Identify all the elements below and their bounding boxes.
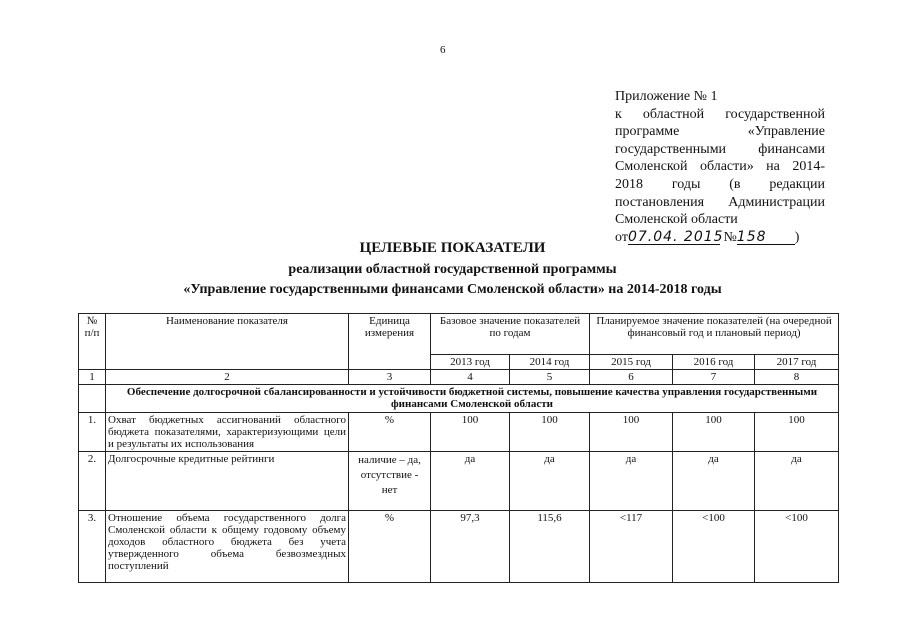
header-year: 2014 год <box>510 355 590 370</box>
section-title: Обеспечение долгосрочной сбалансированности и устойчивости бюджетной системы, повышение качества управления государственными финансами Смоленской области <box>106 385 839 413</box>
row-num: 3. <box>79 511 106 583</box>
program-name: «Управление государственными финансами Смоленской области» на 2014-2018 годы <box>183 282 722 297</box>
date-prefix: от <box>615 229 628 245</box>
appendix-line: Смоленской области <box>615 212 738 228</box>
number-prefix: № <box>723 229 737 245</box>
value-2014: 100 <box>510 413 590 452</box>
header-year: 2013 год <box>431 355 510 370</box>
handwritten-number: 158 <box>737 230 795 245</box>
indicator-unit: % <box>349 511 431 583</box>
appendix-block <box>615 88 825 246</box>
value-2017: да <box>755 452 839 511</box>
value-2017: 100 <box>755 413 839 452</box>
appendix-line: к областной государственной <box>615 106 825 122</box>
column-number-row <box>79 370 839 385</box>
column-number: 3 <box>349 370 431 385</box>
column-number: 1 <box>79 370 106 385</box>
header-unit: Единица измерения <box>349 314 431 370</box>
document-subtitle: реализации областной государственной программы <box>288 262 617 277</box>
value-2015: 100 <box>590 413 673 452</box>
table-row <box>79 413 839 452</box>
appendix-line: программе «Управление <box>615 124 825 140</box>
value-2013: 100 <box>431 413 510 452</box>
row-num: 1. <box>79 413 106 452</box>
appendix-line: 2018 годы (в редакции <box>615 176 825 192</box>
column-number: 2 <box>106 370 349 385</box>
column-number: 8 <box>755 370 839 385</box>
appendix-line: государственными финансами <box>615 141 825 157</box>
value-2013: да <box>431 452 510 511</box>
header-name: Наименование показателя <box>106 314 349 370</box>
header-base: Базовое значение показателей по годам <box>431 314 590 355</box>
column-number: 6 <box>590 370 673 385</box>
table-row <box>79 511 839 583</box>
header-year: 2017 год <box>755 355 839 370</box>
indicators-table <box>78 313 839 583</box>
appendix-title: Приложение № 1 <box>615 89 718 104</box>
appendix-line: Смоленской области» на 2014- <box>615 159 825 175</box>
value-2014: да <box>510 452 590 511</box>
value-2016: <100 <box>673 511 755 583</box>
indicator-name: Отношение объема государственного долга Смоленской области к общему годовому объему доходов областного бюджета без учета утвержденного объема безвозмездных поступлений <box>106 511 349 583</box>
value-2016: да <box>673 452 755 511</box>
column-number: 7 <box>673 370 755 385</box>
section-row <box>79 385 839 413</box>
column-number: 4 <box>431 370 510 385</box>
row-num: 2. <box>79 452 106 511</box>
column-number: 5 <box>510 370 590 385</box>
page-number: 6 <box>440 44 446 56</box>
value-2013: 97,3 <box>431 511 510 583</box>
indicator-name: Долгосрочные кредитные рейтинги <box>106 452 349 511</box>
value-2016: 100 <box>673 413 755 452</box>
indicator-name: Охват бюджетных ассигнований областного бюджета показателями, характеризующими цели и результаты их использования <box>106 413 349 452</box>
header-planned: Планируемое значение показателей (на очередной финансовый год и плановый период) <box>590 314 839 355</box>
value-2015: да <box>590 452 673 511</box>
table-row <box>79 452 839 511</box>
appendix-line: постановления Администрации <box>615 194 825 210</box>
header-year: 2016 год <box>673 355 755 370</box>
header-num: № п/п <box>79 314 106 370</box>
indicator-unit: % <box>349 413 431 452</box>
document-title: ЦЕЛЕВЫЕ ПОКАЗАТЕЛИ <box>359 240 546 256</box>
value-2017: <100 <box>755 511 839 583</box>
value-2015: <117 <box>590 511 673 583</box>
header-year: 2015 год <box>590 355 673 370</box>
close-paren: ) <box>794 229 800 245</box>
handwritten-date: 07.04. 2015 <box>627 228 724 245</box>
indicator-unit: наличие – да, отсутствие - нет <box>349 452 431 511</box>
value-2014: 115,6 <box>510 511 590 583</box>
